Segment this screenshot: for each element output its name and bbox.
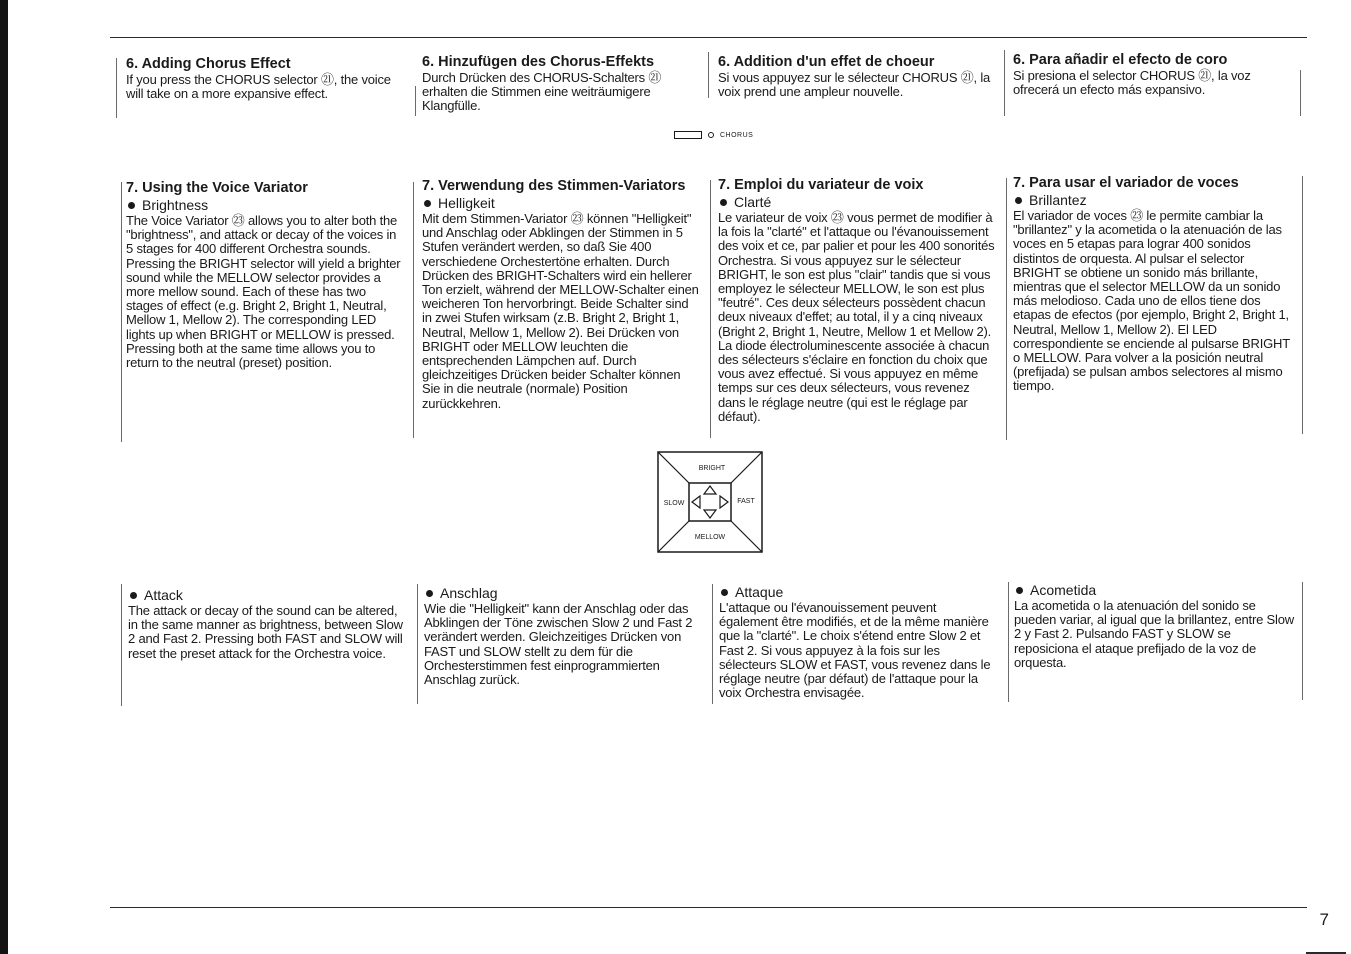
diagram-diagonal xyxy=(658,452,689,483)
section-subheading: Brightness xyxy=(126,197,404,213)
bullet-icon xyxy=(1016,587,1023,594)
section-heading: 6. Adding Chorus Effect xyxy=(126,56,291,72)
chorus-selector-illustration xyxy=(674,131,753,139)
section-body: The Voice Variator ㉓ allows you to alter both the "brightness", and attack or decay of the voices in 5 stages for 400 different Orchestra sounds. Pressing the BRIGHT selector will yield a brighter sound while the MELLOW selector provides a more mellow sound. Each of these has two stages of effect (e.g. Bright 2, Bright 1, Neutral, Mellow 1, Mellow 2). The corresponding LED lights up when BRIGHT or MELLOW is pressed. Pressing both at the same time allows you to return to the neutral (preset) position. xyxy=(126,213,401,371)
column-rule xyxy=(712,584,713,704)
section-fr-chorus xyxy=(718,54,1002,99)
chorus-button-icon xyxy=(674,131,702,139)
bullet-icon xyxy=(424,200,431,207)
section-subheading: Brillantez xyxy=(1013,192,1295,208)
section-body: Le variateur de voix ㉓ vous permet de modifier à la fois la "clarté" et l'attaque ou l'évanouissement des voix et ce, par palier et pour les 400 sonorités Orchestra. Si vous appuyez sur le sélecteur BRIGHT, le son est plus "clair" tandis que si vous employez le sélecteur MELLOW, le son est plus "feutré". Ces deux sélecteurs possèdent chacun deux niveaux d'effet; au total, il y a cinq niveaux (Bright 2, Bright 1, Neutre, Mellow 1 et Mellow 2). La diode électroluminescente associée à chacun des sélecteurs s'éclaire en fonction du choix que vous avez effectué. Si vous appuyez en même temps sur ces deux sélecteurs, vous revenez dans le réglage neutre (qui est le réglage par défaut). xyxy=(718,210,995,424)
section-en-variator xyxy=(126,180,404,370)
left-arrow-icon xyxy=(692,496,700,508)
diagram-diagonal xyxy=(731,452,762,483)
section-es-variator xyxy=(1013,175,1295,394)
section-subheading: Helligkeit xyxy=(422,195,700,211)
led-icon xyxy=(708,132,714,138)
diagram-center-box xyxy=(689,483,731,521)
column-rule xyxy=(415,86,416,116)
section-de-variator xyxy=(422,178,700,411)
section-body: Si presiona el selector CHORUS ㉑, la voz ofrecerá un efecto más expansivo. xyxy=(1013,68,1251,98)
section-heading: 7. Using the Voice Variator xyxy=(126,180,308,196)
chorus-label: CHORUS xyxy=(720,131,754,139)
section-body: La acometida o la atenuación del sonido se pueden variar, al igual que la brillantez, entre Slow 2 y Fast 2. Pulsando FAST y SLOW se reposiciona el ataque prefijado de la voz de orquesta. xyxy=(1014,598,1294,670)
section-subheading: Anschlag xyxy=(424,585,704,601)
up-arrow-icon xyxy=(704,486,716,494)
section-body: Wie die "Helligkeit" kann der Anschlag oder das Abklingen der Töne zwischen Slow 2 und Fast 2 verändert werden. Gleichzeitiges Drücken von FAST und SLOW stellt zu dem für die Orchesterstimmen fest einprogrammierten Anschlag zurück. xyxy=(424,601,693,688)
section-en-attack xyxy=(128,586,406,661)
column-rule xyxy=(1008,582,1009,702)
column-rule xyxy=(710,180,711,438)
fast-label: FAST xyxy=(737,498,755,505)
section-subheading: Acometida xyxy=(1014,582,1294,598)
section-heading: 7. Verwendung des Stimmen-Variators xyxy=(422,178,686,194)
section-es-attack xyxy=(1014,581,1294,670)
bullet-icon xyxy=(1015,197,1022,204)
column-rule xyxy=(708,52,709,98)
section-heading: 6. Addition d'un effet de choeur xyxy=(718,54,935,70)
bullet-icon xyxy=(721,589,728,596)
section-heading: 6. Hinzufügen des Chorus-Effekts xyxy=(422,54,655,70)
bullet-icon xyxy=(426,590,433,597)
column-rule xyxy=(413,182,414,438)
bullet-icon xyxy=(130,592,137,599)
column-rule xyxy=(1302,582,1303,700)
page-binding-edge xyxy=(0,0,8,954)
section-subheading: Clarté xyxy=(718,194,996,210)
diagram-diagonal xyxy=(731,521,762,552)
right-arrow-icon xyxy=(720,496,728,508)
bullet-icon xyxy=(720,199,727,206)
section-body: L'attaque ou l'évanouissement peuvent également être modifiés, et de la même manière que la "clarté". Le choix s'étend entre Slow 2 et Fast 2. Si vous appuyez à la fois sur les sélecteurs SLOW et FAST, vous revenez dans le réglage neutre (par défaut) de l'attaque pour la voix Orchestra envisagée. xyxy=(719,600,991,701)
section-fr-variator xyxy=(718,177,996,424)
column-rule xyxy=(1004,50,1005,116)
section-heading: 7. Emploi du variateur de voix xyxy=(718,177,924,193)
column-rule xyxy=(1006,178,1007,440)
section-body: Mit dem Stimmen-Variator ㉓ können "Helligkeit" und Anschlag oder Abklingen der Stimmen in 5 Stufen verändert werden, so daß Sie 400 verschiedene Orchestertöne erhalten. Durch Drücken des BRIGHT-Schalters wird ein hellerer Ton erzielt, während der MELLOW-Schalter einen weicheren Ton hervorbringt. Beide Schalter sind in zwei Stufen wirksam (z.B. Bright 2, Bright 1, Neutral, Mellow 1, Mellow 2). Bei Drücken von BRIGHT oder MELLOW leuchten die entsprechenden Lämpchen auf. Durch gleichzeitiges Drücken beider Schalter können Sie in die neutrale (normale) Position zurückkehren. xyxy=(422,211,699,411)
voice-variator-diagram xyxy=(657,451,763,554)
down-arrow-icon xyxy=(704,510,716,518)
column-rule xyxy=(1300,70,1301,116)
section-body: Durch Drücken des CHORUS-Schalters ㉑ erhalten die Stimmen eine weiträumigere Klangfülle. xyxy=(422,70,662,114)
section-heading: 6. Para añadir el efecto de coro xyxy=(1013,52,1228,68)
mellow-label: MELLOW xyxy=(694,534,726,541)
section-es-chorus xyxy=(1013,52,1297,97)
top-rule xyxy=(110,37,1307,38)
section-subheading: Attaque xyxy=(719,584,995,600)
column-rule xyxy=(1302,176,1303,434)
column-rule xyxy=(121,584,122,706)
section-body: Si vous appuyez sur le sélecteur CHORUS ㉑, la voix prend une ampleur nouvelle. xyxy=(718,70,991,100)
column-rule xyxy=(417,584,418,704)
section-en-chorus xyxy=(126,56,410,101)
column-rule xyxy=(121,182,122,442)
bottom-rule xyxy=(110,907,1307,908)
section-heading: 7. Para usar el variador de voces xyxy=(1013,175,1239,191)
section-de-chorus xyxy=(422,54,706,114)
section-body: El variador de voces ㉓ le permite cambiar la "brillantez" y la acometida o la atenuación de las voces en 5 etapas para lograr 400 sonidos distintos de orquesta. Al pulsar el selector BRIGHT se obtiene un sonido más brillante, mientras que el selector MELLOW da un sonido más melodioso. Cada uno de ellos tiene dos etapas de efectos (por ejemplo, Bright 2, Bright 1, Neutral, Mellow 1, Mellow 2). El LED correspondiente se enciende al pulsarse BRIGHT o MELLOW. Para volver a la posición neutral (prefijada) se pulsan ambos selectores al mismo tiempo. xyxy=(1013,208,1290,394)
slow-label: SLOW xyxy=(663,500,685,507)
section-de-attack xyxy=(424,584,704,687)
diagram-diagonal xyxy=(658,521,689,552)
bullet-icon xyxy=(128,202,135,209)
section-body: If you press the CHORUS selector ㉑, the voice will take on a more expansive effect. xyxy=(126,72,391,102)
section-body: The attack or decay of the sound can be altered, in the same manner as brightness, between Slow 2 and Fast 2. Pressing both FAST and SLOW will reset the preset attack for the Orchestra voice. xyxy=(128,603,403,661)
bright-label: BRIGHT xyxy=(698,465,726,472)
column-rule xyxy=(116,58,117,118)
section-fr-attack xyxy=(719,583,995,700)
section-subheading: Attack xyxy=(128,587,406,603)
page-number: 7 xyxy=(1319,910,1329,929)
